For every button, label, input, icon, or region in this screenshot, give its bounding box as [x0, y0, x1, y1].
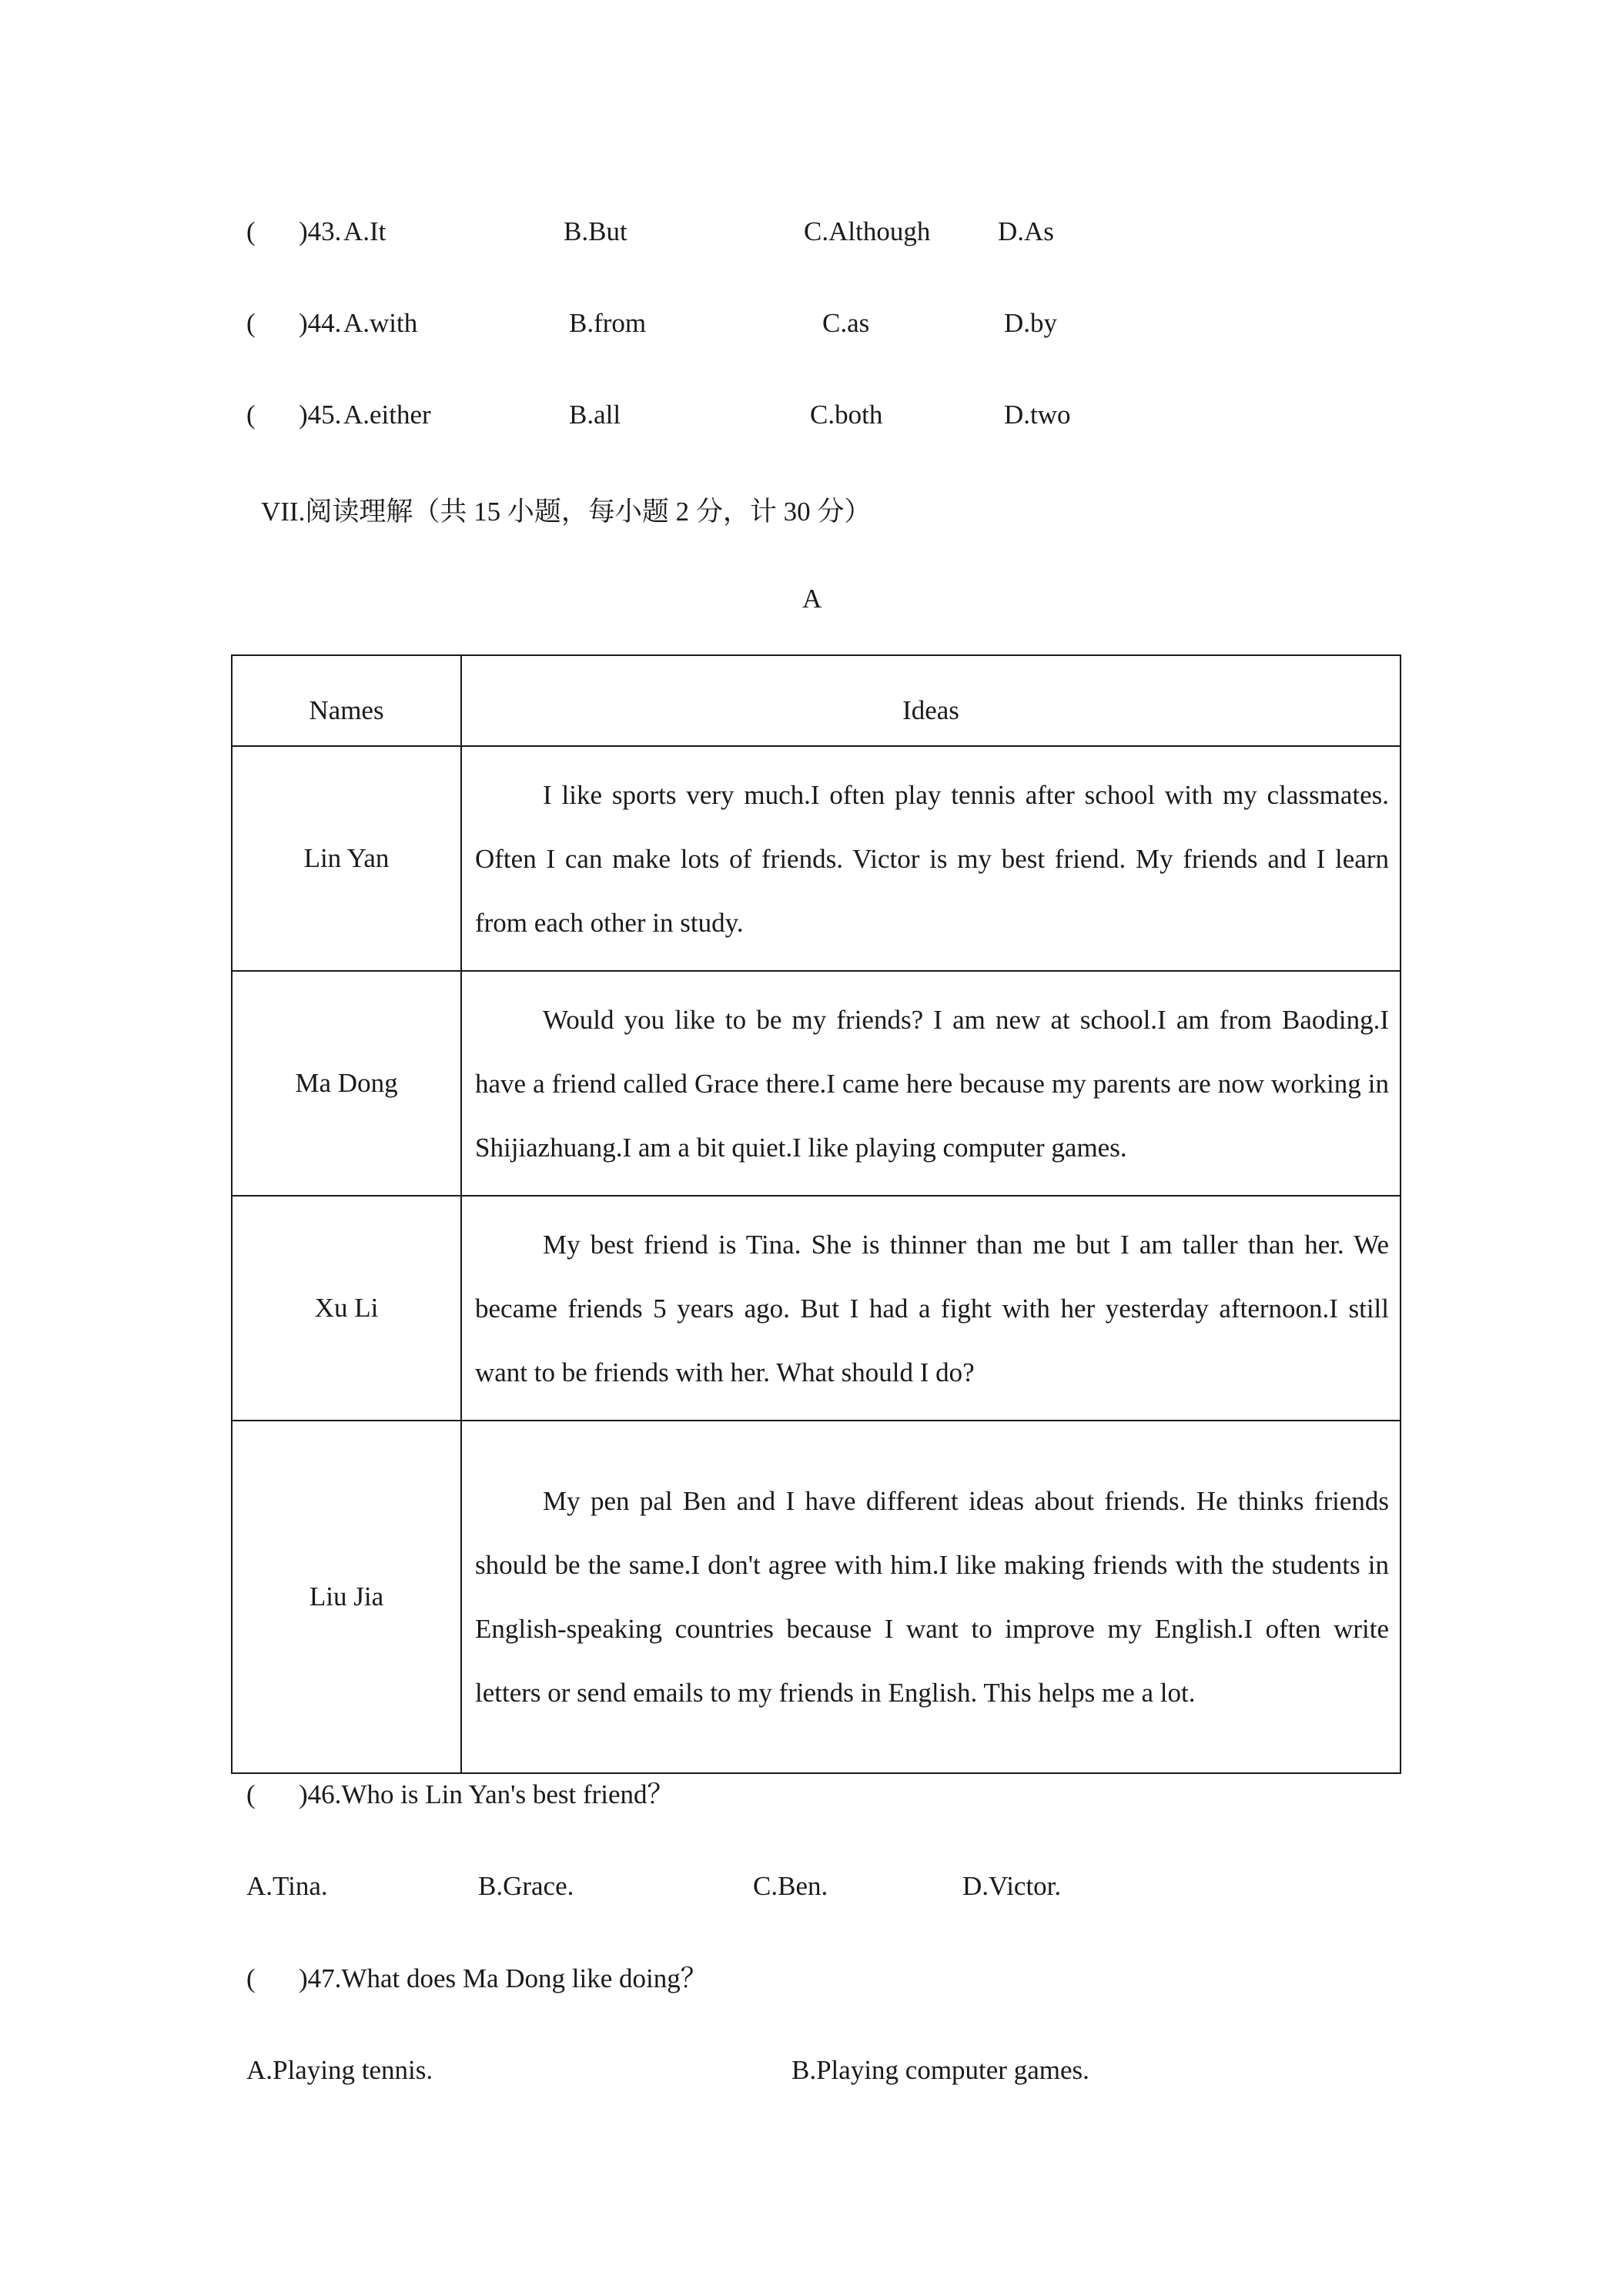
option-a: A.either — [343, 400, 431, 430]
ideas-table — [231, 654, 1401, 1774]
person-name: Ma Dong — [232, 971, 461, 1196]
option-d: D.by — [1004, 308, 1058, 338]
option-a: A.Tina. — [246, 1871, 328, 1901]
header-names: Names — [232, 655, 461, 746]
option-b: B.all — [569, 400, 621, 430]
table-row — [232, 1421, 1400, 1773]
answer-paren: ( — [246, 308, 256, 338]
option-c: C.as — [822, 308, 870, 338]
section-heading: VII.阅读理解（共 15 小题，每小题 2 分，计 30 分） — [261, 497, 872, 527]
option-b: B.Playing computer games. — [791, 2055, 1089, 2085]
option-b: B.from — [569, 308, 647, 338]
option-c: C.both — [810, 400, 883, 430]
question-stem: )46.Who is Lin Yan's best friend？ — [299, 1779, 674, 1809]
question-stem: )47.What does Ma Dong like doing？ — [299, 1963, 708, 1993]
table-header-row — [232, 655, 1400, 746]
option-a: A.It — [343, 216, 387, 246]
answer-paren: ( — [246, 1963, 256, 1993]
person-name: Lin Yan — [232, 746, 461, 971]
person-idea — [461, 1421, 1400, 1773]
person-idea — [461, 746, 1400, 971]
table-row — [232, 1196, 1400, 1421]
option-c: C.Although — [804, 216, 931, 246]
idea-text: Would you like to be my friends? I am new at school.I am from Baoding.I have a friend called Grace there.I came here because my parents are now working in Shijiazhuang.I am a bit quiet.I like playing computer games. — [475, 1004, 1389, 1163]
passage-label: A — [802, 584, 822, 614]
idea-text: My pen pal Ben and I have different ideas about friends. He thinks friends should be the same.I don't agree with him.I like making friends with the students in English-speaking countries because I want to improve my English.I often write letters or send emails to my friends in English. This helps me a lot. — [475, 1486, 1389, 1708]
person-name: Liu Jia — [232, 1421, 461, 1773]
option-a: A.with — [343, 308, 418, 338]
table-row — [232, 746, 1400, 971]
question-number: )43. — [299, 216, 342, 246]
question-number: )45. — [299, 400, 342, 430]
option-b: B.But — [564, 216, 627, 246]
table-row — [232, 971, 1400, 1196]
person-name: Xu Li — [232, 1196, 461, 1421]
answer-paren: ( — [246, 216, 256, 246]
person-idea — [461, 971, 1400, 1196]
header-ideas: Ideas — [461, 655, 1400, 746]
answer-paren: ( — [246, 400, 256, 430]
person-idea — [461, 1196, 1400, 1421]
option-d: D.As — [998, 216, 1054, 246]
option-a: A.Playing tennis. — [246, 2055, 433, 2085]
option-c: C.Ben. — [753, 1871, 828, 1901]
option-d: D.Victor. — [962, 1871, 1062, 1901]
question-number: )44. — [299, 308, 342, 338]
option-b: B.Grace. — [478, 1871, 574, 1901]
answer-paren: ( — [246, 1779, 256, 1809]
option-d: D.two — [1004, 400, 1071, 430]
idea-text: I like sports very much.I often play tennis after school with my classmates. Often I can make lots of friends. Victor is my best friend. My friends and I learn from each other in study. — [475, 779, 1389, 938]
idea-text: My best friend is Tina. She is thinner than me but I am taller than her. We became friends 5 years ago. But I had a fight with her yesterday afternoon.I still want to be friends with her. What should I do? — [475, 1229, 1389, 1387]
